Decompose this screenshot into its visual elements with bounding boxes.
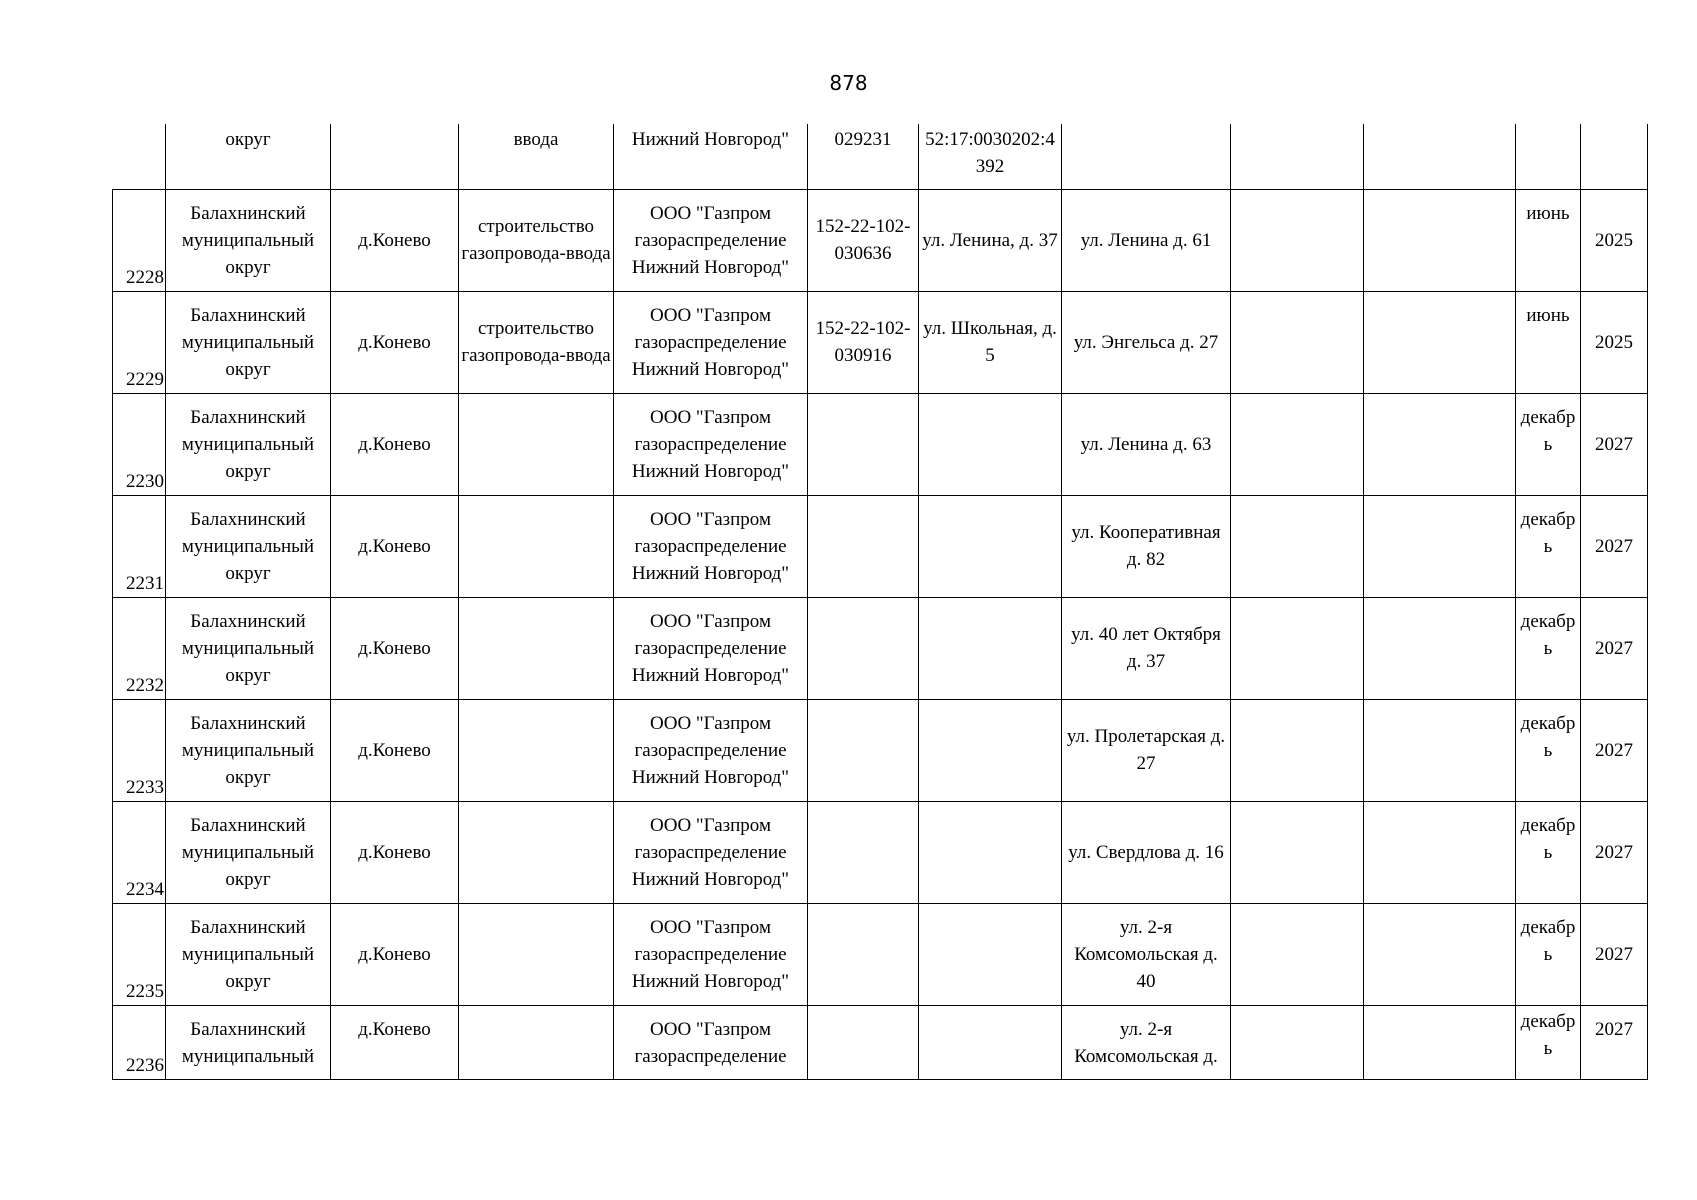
month-cell: декабрь bbox=[1516, 903, 1581, 1005]
month-cell: декабрь bbox=[1516, 1005, 1581, 1079]
district-cell: Балахнинский муниципальный округ bbox=[166, 903, 331, 1005]
organization-cell: ООО "Газпром газораспределение Нижний Новгород" bbox=[614, 393, 808, 495]
cadastral-cell: ул. Ленина, д. 37 bbox=[919, 189, 1062, 291]
district-cell: Балахнинский муниципальный округ bbox=[166, 801, 331, 903]
locality-cell: д.Конево bbox=[331, 903, 459, 1005]
tech-conditions-cell bbox=[808, 597, 919, 699]
empty-cell bbox=[1231, 393, 1364, 495]
year-cell: 2027 bbox=[1581, 699, 1648, 801]
district-cell: Балахнинский муниципальный округ bbox=[166, 393, 331, 495]
cadastral-cell: ул. Школьная, д. 5 bbox=[919, 291, 1062, 393]
year-cell bbox=[1581, 124, 1648, 189]
table-row bbox=[113, 597, 1648, 699]
row-number: 2235 bbox=[113, 903, 166, 1005]
work-type-cell bbox=[459, 495, 614, 597]
work-type-cell bbox=[459, 699, 614, 801]
year-cell: 2025 bbox=[1581, 291, 1648, 393]
work-type-cell: строительство газопровода-ввода bbox=[459, 189, 614, 291]
row-number: 2231 bbox=[113, 495, 166, 597]
cadastral-cell bbox=[919, 699, 1062, 801]
work-type-cell bbox=[459, 801, 614, 903]
work-type-cell bbox=[459, 597, 614, 699]
empty-cell bbox=[1364, 124, 1516, 189]
organization-cell: ООО "Газпром газораспределение Нижний Новгород" bbox=[614, 495, 808, 597]
row-number bbox=[113, 124, 166, 189]
month-cell: декабрь bbox=[1516, 393, 1581, 495]
month-cell: июнь bbox=[1516, 291, 1581, 393]
address-cell: ул. 2-я Комсомольская д. 40 bbox=[1062, 903, 1231, 1005]
organization-cell: ООО "Газпром газораспределение bbox=[614, 1005, 808, 1079]
empty-cell bbox=[1364, 1005, 1516, 1079]
empty-cell bbox=[1231, 699, 1364, 801]
table-row bbox=[113, 699, 1648, 801]
organization-cell: ООО "Газпром газораспределение Нижний Новгород" bbox=[614, 699, 808, 801]
address-cell: ул. Ленина д. 61 bbox=[1062, 189, 1231, 291]
empty-cell bbox=[1364, 801, 1516, 903]
year-cell: 2027 bbox=[1581, 801, 1648, 903]
address-cell: ул. Энгельса д. 27 bbox=[1062, 291, 1231, 393]
year-cell: 2027 bbox=[1581, 597, 1648, 699]
tech-conditions-cell: 152-22-102-030636 bbox=[808, 189, 919, 291]
table-row bbox=[113, 189, 1648, 291]
tech-conditions-cell: 029231 bbox=[808, 124, 919, 189]
table-row bbox=[113, 801, 1648, 903]
address-cell bbox=[1062, 124, 1231, 189]
empty-cell bbox=[1231, 189, 1364, 291]
district-cell: Балахнинский муниципальный округ bbox=[166, 495, 331, 597]
month-cell bbox=[1516, 124, 1581, 189]
empty-cell bbox=[1231, 124, 1364, 189]
cadastral-cell bbox=[919, 393, 1062, 495]
row-number: 2233 bbox=[113, 699, 166, 801]
table-row bbox=[113, 393, 1648, 495]
locality-cell bbox=[331, 124, 459, 189]
month-cell: декабрь bbox=[1516, 597, 1581, 699]
row-number: 2229 bbox=[113, 291, 166, 393]
registry-body bbox=[113, 124, 1648, 1079]
month-cell: декабрь bbox=[1516, 699, 1581, 801]
row-number: 2228 bbox=[113, 189, 166, 291]
organization-cell: ООО "Газпром газораспределение Нижний Новгород" bbox=[614, 801, 808, 903]
year-cell: 2025 bbox=[1581, 189, 1648, 291]
table-row bbox=[113, 1005, 1648, 1079]
tech-conditions-cell bbox=[808, 1005, 919, 1079]
cadastral-cell bbox=[919, 903, 1062, 1005]
month-cell: декабрь bbox=[1516, 801, 1581, 903]
empty-cell bbox=[1231, 597, 1364, 699]
empty-cell bbox=[1364, 597, 1516, 699]
work-type-cell bbox=[459, 1005, 614, 1079]
locality-cell: д.Конево bbox=[331, 597, 459, 699]
locality-cell: д.Конево bbox=[331, 699, 459, 801]
work-type-cell bbox=[459, 903, 614, 1005]
table-row bbox=[113, 495, 1648, 597]
table-row bbox=[113, 291, 1648, 393]
cadastral-cell: 52:17:0030202:4392 bbox=[919, 124, 1062, 189]
organization-cell: ООО "Газпром газораспределение Нижний Новгород" bbox=[614, 903, 808, 1005]
empty-cell bbox=[1364, 189, 1516, 291]
year-cell: 2027 bbox=[1581, 1005, 1648, 1079]
cadastral-cell bbox=[919, 597, 1062, 699]
locality-cell: д.Конево bbox=[331, 495, 459, 597]
tech-conditions-cell bbox=[808, 393, 919, 495]
empty-cell bbox=[1231, 1005, 1364, 1079]
row-number: 2236 bbox=[113, 1005, 166, 1079]
row-number: 2232 bbox=[113, 597, 166, 699]
locality-cell: д.Конево bbox=[331, 189, 459, 291]
tech-conditions-cell bbox=[808, 699, 919, 801]
work-type-cell bbox=[459, 393, 614, 495]
empty-cell bbox=[1364, 393, 1516, 495]
tech-conditions-cell bbox=[808, 801, 919, 903]
table-row bbox=[113, 903, 1648, 1005]
empty-cell bbox=[1231, 903, 1364, 1005]
district-cell: Балахнинский муниципальный bbox=[166, 1005, 331, 1079]
empty-cell bbox=[1231, 801, 1364, 903]
table-row bbox=[113, 124, 1648, 189]
organization-cell: ООО "Газпром газораспределение Нижний Новгород" bbox=[614, 597, 808, 699]
year-cell: 2027 bbox=[1581, 495, 1648, 597]
locality-cell: д.Конево bbox=[331, 291, 459, 393]
empty-cell bbox=[1364, 495, 1516, 597]
empty-cell bbox=[1231, 495, 1364, 597]
address-cell: ул. Кооперативная д. 82 bbox=[1062, 495, 1231, 597]
address-cell: ул. Свердлова д. 16 bbox=[1062, 801, 1231, 903]
locality-cell: д.Конево bbox=[331, 1005, 459, 1079]
row-number: 2230 bbox=[113, 393, 166, 495]
month-cell: декабрь bbox=[1516, 495, 1581, 597]
organization-cell: ООО "Газпром газораспределение Нижний Новгород" bbox=[614, 291, 808, 393]
cadastral-cell bbox=[919, 1005, 1062, 1079]
year-cell: 2027 bbox=[1581, 903, 1648, 1005]
district-cell: Балахнинский муниципальный округ bbox=[166, 597, 331, 699]
row-number: 2234 bbox=[113, 801, 166, 903]
district-cell: Балахнинский муниципальный округ bbox=[166, 291, 331, 393]
address-cell: ул. 40 лет Октября д. 37 bbox=[1062, 597, 1231, 699]
district-cell: округ bbox=[166, 124, 331, 189]
work-type-cell: ввода bbox=[459, 124, 614, 189]
organization-cell: ООО "Газпром газораспределение Нижний Новгород" bbox=[614, 189, 808, 291]
tech-conditions-cell bbox=[808, 903, 919, 1005]
district-cell: Балахнинский муниципальный округ bbox=[166, 699, 331, 801]
empty-cell bbox=[1364, 699, 1516, 801]
year-cell: 2027 bbox=[1581, 393, 1648, 495]
tech-conditions-cell bbox=[808, 495, 919, 597]
address-cell: ул. 2-я Комсомольская д. bbox=[1062, 1005, 1231, 1079]
organization-cell: Нижний Новгород" bbox=[614, 124, 808, 189]
address-cell: ул. Ленина д. 63 bbox=[1062, 393, 1231, 495]
empty-cell bbox=[1231, 291, 1364, 393]
tech-conditions-cell: 152-22-102-030916 bbox=[808, 291, 919, 393]
district-cell: Балахнинский муниципальный округ bbox=[166, 189, 331, 291]
empty-cell bbox=[1364, 291, 1516, 393]
page-number: 878 bbox=[829, 71, 868, 95]
address-cell: ул. Пролетарская д. 27 bbox=[1062, 699, 1231, 801]
locality-cell: д.Конево bbox=[331, 393, 459, 495]
cadastral-cell bbox=[919, 801, 1062, 903]
registry-table bbox=[112, 124, 1648, 1080]
work-type-cell: строительство газопровода-ввода bbox=[459, 291, 614, 393]
locality-cell: д.Конево bbox=[331, 801, 459, 903]
month-cell: июнь bbox=[1516, 189, 1581, 291]
cadastral-cell bbox=[919, 495, 1062, 597]
empty-cell bbox=[1364, 903, 1516, 1005]
